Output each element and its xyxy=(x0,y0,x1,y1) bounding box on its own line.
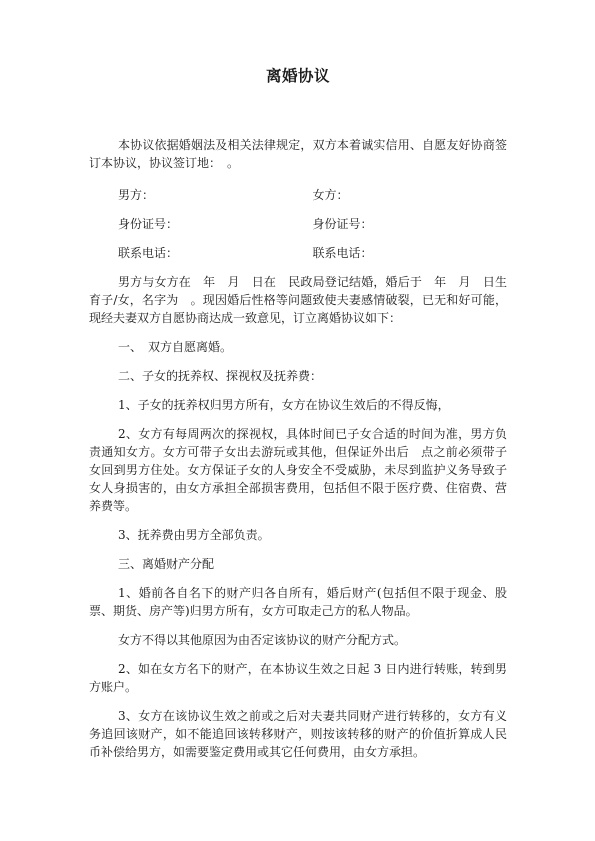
name-row xyxy=(89,186,507,204)
male-name-label: 男方： xyxy=(118,188,155,202)
clause-2-3-support: 3、抚养费由男方全部负责。 xyxy=(118,528,270,542)
clause-2-heading-children: 二、子女的抚养权、探视权及抚养费： xyxy=(118,369,323,383)
clause-2-2-visitation: 2、女方有每周两次的探视权，具体时间已子女合适的时间为准，男方负责通知女方。女方可带子女出去游玩或其他，但保证外出后 点之前必须带子女回到男方住处。女方保证子女的人身安全不受威胁，未尽到监护义务导致子女人身损害的，由女方承担全部损害费用，包括但不限于医疗费、住宿费、营养费等。 xyxy=(89,427,507,513)
clause-3-2-transfer: 2、如在女方名下的财产，在本协议生效之日起 3 日内进行转账，转到男方账户。 xyxy=(89,662,507,694)
female-phone-label: 联系电话： xyxy=(312,246,373,260)
id-row xyxy=(89,215,507,233)
clause-3-3-recovery: 3、女方在该协议生效之前或之后对夫妻共同财产进行转移的，女方有义务追回该财产，如不能追回该转移财产，则按该转移的财产的价值折算成人民币补偿给男方，如需要鉴定费用或其它任何费用，由女方承担。 xyxy=(89,709,507,759)
document-title: 离婚协议 xyxy=(265,67,330,85)
male-id-label: 身份证号： xyxy=(118,217,179,231)
phone-row xyxy=(89,244,507,262)
female-id-label: 身份证号： xyxy=(312,217,373,231)
intro-paragraph: 本协议依据婚姻法及相关法律规定，双方本着诚实信用、自愿友好协商签订本协议，协议签订地： 。 xyxy=(89,138,507,170)
male-phone-label: 联系电话： xyxy=(118,246,179,260)
clause-3-no-dispute: 女方不得以其他原因为由否定该协议的财产分配方式。 xyxy=(118,633,407,647)
marriage-statement: 男方与女方在 年 月 日在 民政局登记结婚，婚后于 年 月 日生育子/女，名字为 。现因婚后性格等问题致使夫妻感情破裂，已无和好可能，现经夫妻双方自愿协商达成一致意见，订立离婚协议如下： xyxy=(89,275,507,325)
clause-2-1-custody: 1、子女的抚养权归男方所有，女方在协议生效后的不得反悔， xyxy=(118,398,450,412)
clause-3-1-property-split: 1、婚前各自名下的财产归各自所有，婚后财产(包括但不限于现金、股票、期货、房产等)归男方所有，女方可取走己方的私人物品。 xyxy=(89,586,507,618)
clause-1-voluntary-divorce: 一、 双方自愿离婚。 xyxy=(118,340,233,354)
clause-3-heading-property: 三、离婚财产分配 xyxy=(118,557,215,571)
female-name-label: 女方： xyxy=(312,188,349,202)
